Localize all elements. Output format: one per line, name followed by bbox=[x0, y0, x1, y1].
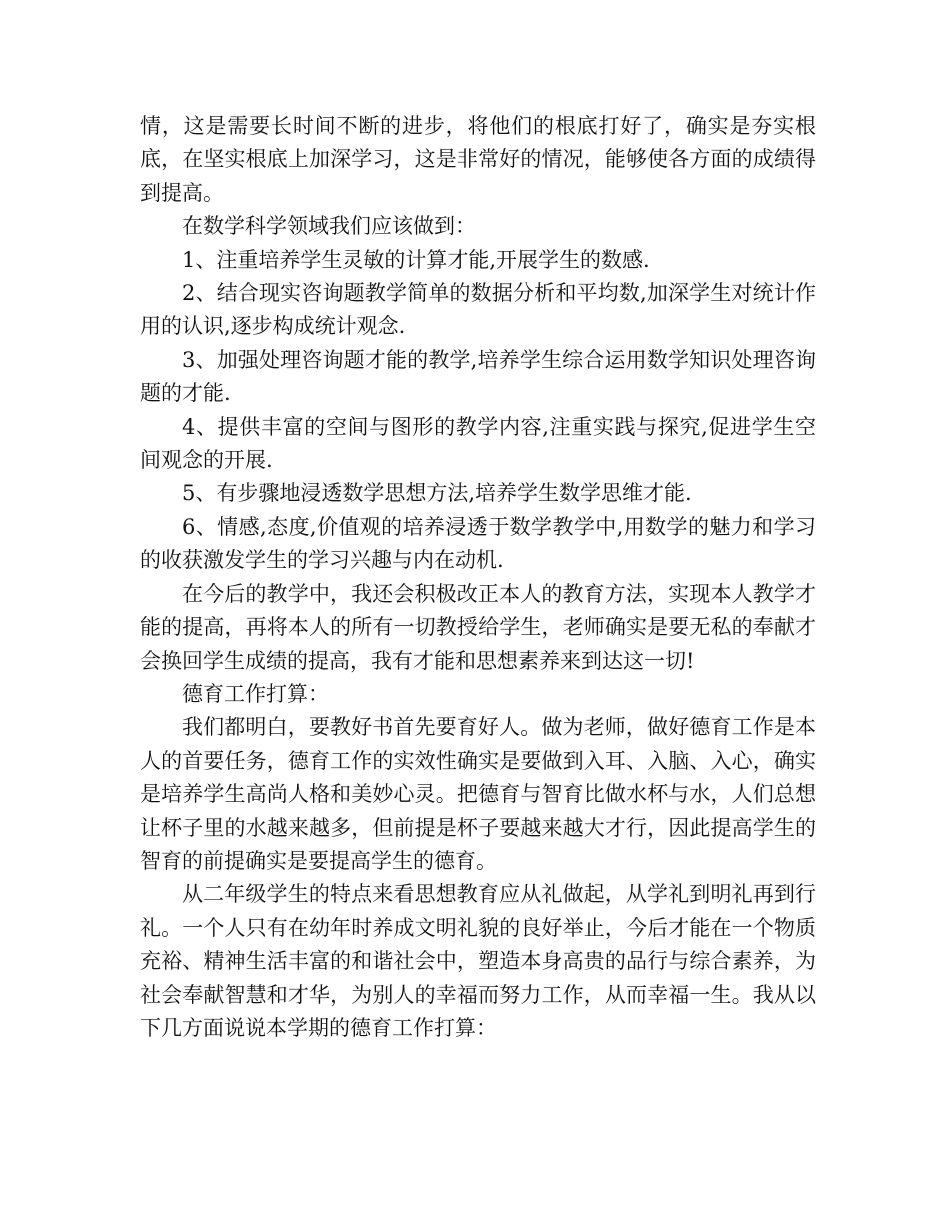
section-heading-moral-education: 德育工作打算： bbox=[182, 681, 329, 706]
list-item-2: 2、结合现实咨询题教学简单的数据分析和平均数,加深学生对统计作用的认识,逐步构成统计观念. bbox=[140, 281, 816, 339]
list-item-1: 1、注重培养学生灵敏的计算才能,开展学生的数感. bbox=[182, 247, 650, 272]
list-item-4: 4、提供丰富的空间与图形的教学内容,注重实践与探究,促进学生空间观念的开展. bbox=[140, 414, 816, 473]
paragraph-future-teaching: 在今后的教学中，我还会积极改正本人的教育方法，实现本人教学才能的提高，再将本人的所有一切教授给学生，老师确实是要无私的奉献才会换回学生成绩的提高，我有才能和思想素养来到达这一切! bbox=[140, 581, 816, 673]
list-item-5: 5、有步骤地浸透数学思想方法,培养学生数学思维才能. bbox=[182, 481, 692, 506]
paragraph-math-heading: 在数学科学领域我们应该做到： bbox=[182, 214, 476, 239]
paragraph-moral-education-intro: 我们都明白，要教好书首先要育好人。做为老师，做好德育工作是本人的首要任务，德育工作的实效性确实是要做到入耳、入脑、入心，确实是培养学生高尚人格和美妙心灵。把德育与智育比做水杯与水，人们总想让杯子里的水越来越多，但前提是杯子要越来越大才行，因此提高学生的智育的前提确实是要提高学生的德育。 bbox=[140, 715, 816, 873]
paragraph-grade-two-students: 从二年级学生的特点来看思想教育应从礼做起，从学礼到明礼再到行礼。一个人只有在幼年时养成文明礼貌的良好举止，今后才能在一个物质充裕、精神生活丰富的和谐社会中，塑造本身高贵的品行与综合素养，为社会奉献智慧和才华，为别人的幸福而努力工作，从而幸福一生。我从以下几方面说说本学期的德育工作打算： bbox=[140, 882, 816, 1040]
list-item-6: 6、情感,态度,价值观的培养浸透于数学教学中,用数学的魅力和学习的收获激发学生的学习兴趣与内在动机. bbox=[140, 514, 816, 573]
list-item-3: 3、加强处理咨询题才能的教学,培养学生综合运用数学知识处理咨询题的才能. bbox=[140, 347, 816, 406]
document-page bbox=[140, 110, 816, 1045]
paragraph-continuation: 情，这是需要长时间不断的进步，将他们的根底打好了，确实是夯实根底，在坚实根底上加深学习，这是非常好的情况，能够使各方面的成绩得到提高。 bbox=[140, 114, 816, 205]
